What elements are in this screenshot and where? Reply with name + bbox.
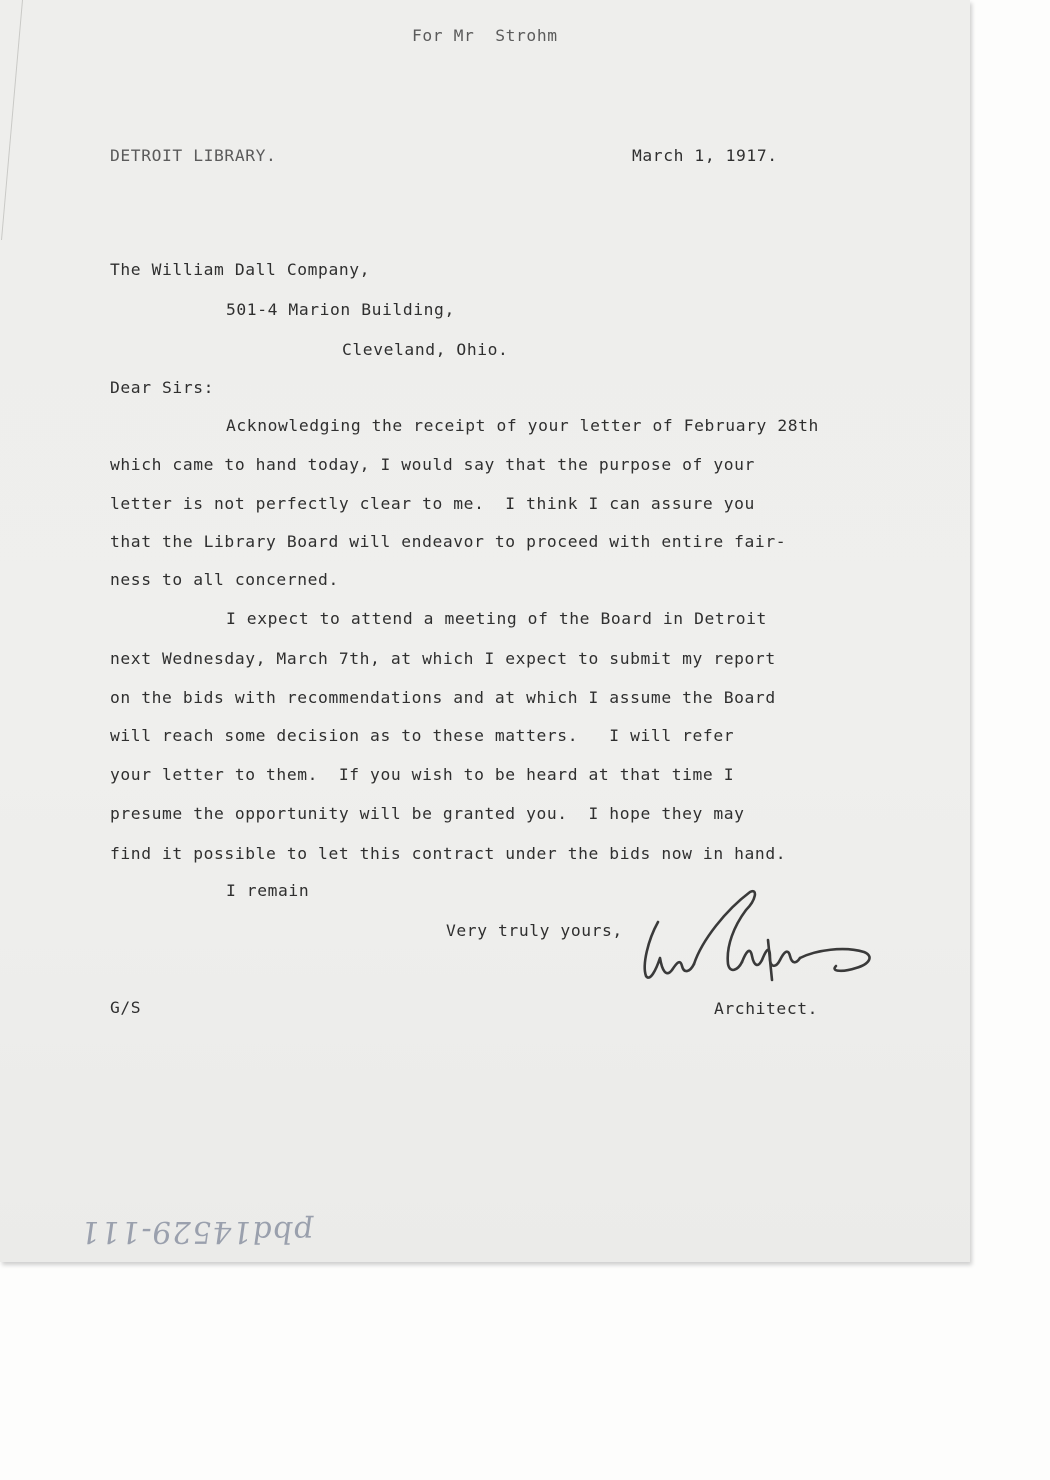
pencil-catalog-mark: pbd14529-111	[77, 1214, 315, 1249]
body-line: find it possible to let this contract under the bids now in hand.	[110, 844, 787, 863]
body-line: I expect to attend a meeting of the Board in Detroit	[226, 609, 767, 628]
underlying-sheet-edge	[0, 0, 23, 240]
annotation-top: For Mr Strohm	[412, 26, 558, 45]
letterhead: DETROIT LIBRARY.	[110, 146, 277, 165]
closing: Very truly yours,	[446, 921, 623, 940]
salutation: Dear Sirs:	[110, 378, 215, 397]
recipient-line-1: The William Dall Company,	[110, 260, 371, 279]
body-line: next Wednesday, March 7th, at which I expect to submit my report	[110, 649, 776, 668]
body-line: will reach some decision as to these matters. I will refer	[110, 726, 735, 745]
initials: G/S	[110, 998, 142, 1017]
body-line: your letter to them. If you wish to be heard at that time I	[110, 765, 735, 784]
handwritten-signature	[630, 880, 880, 990]
body-line: on the bids with recommendations and at which I assume the Board	[110, 688, 776, 707]
body-line: presume the opportunity will be granted you. I hope they may	[110, 804, 745, 823]
recipient-line-3: Cleveland, Ohio.	[342, 340, 509, 359]
body-line: which came to hand today, I would say that the purpose of your	[110, 455, 755, 474]
letter-date: March 1, 1917.	[632, 146, 778, 165]
signer-title: Architect.	[714, 999, 819, 1018]
body-line: that the Library Board will endeavor to proceed with entire fair-	[110, 532, 787, 551]
recipient-line-2: 501-4 Marion Building,	[226, 300, 455, 319]
body-line: Acknowledging the receipt of your letter of February 28th	[226, 416, 819, 435]
body-line: letter is not perfectly clear to me. I think I can assure you	[110, 494, 755, 513]
body-line: ness to all concerned.	[110, 570, 339, 589]
remain-line: I remain	[226, 881, 310, 900]
